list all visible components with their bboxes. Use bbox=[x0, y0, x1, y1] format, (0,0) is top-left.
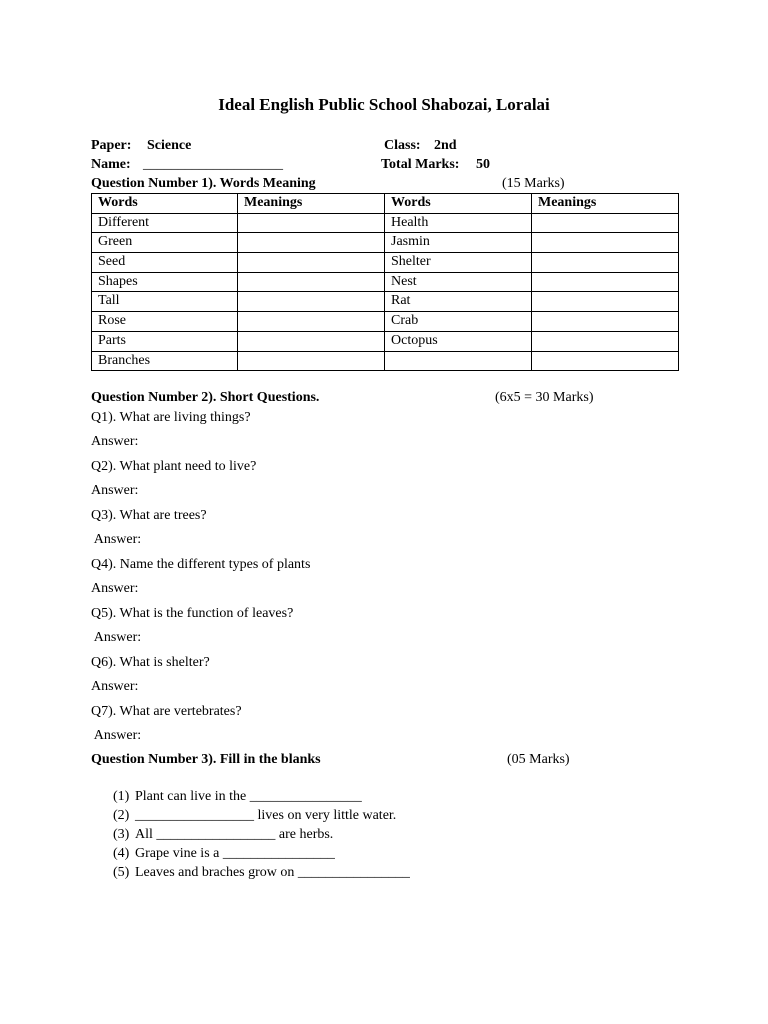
meaning-cell[interactable] bbox=[532, 292, 679, 312]
meaning-cell[interactable] bbox=[532, 233, 679, 253]
fill-blank-item bbox=[113, 846, 335, 862]
item-text: Plant can live in the ________________ bbox=[135, 789, 362, 804]
answer-label: Answer: bbox=[91, 434, 139, 449]
item-text: _________________ lives on very little water. bbox=[135, 808, 397, 823]
table-row bbox=[92, 213, 679, 233]
fill-blank-item bbox=[113, 827, 333, 843]
answer-label: Answer: bbox=[91, 630, 142, 645]
short-question: Q7). What are vertebrates? bbox=[91, 704, 242, 719]
total-marks-label: Total Marks: bbox=[381, 157, 460, 172]
word-cell: Crab bbox=[385, 312, 532, 332]
fill-blank-item bbox=[113, 789, 362, 805]
short-question: Q3). What are trees? bbox=[91, 508, 207, 523]
q3-heading: Question Number 3). Fill in the blanks bbox=[91, 752, 321, 767]
header-meanings-1: Meanings bbox=[238, 194, 385, 214]
q2-heading: Question Number 2). Short Questions. bbox=[91, 390, 320, 405]
word-cell: Rat bbox=[385, 292, 532, 312]
item-number: (2) bbox=[113, 808, 130, 823]
meaning-cell[interactable] bbox=[238, 213, 385, 233]
table-row bbox=[92, 253, 679, 273]
word-cell: Different bbox=[92, 213, 238, 233]
item-number: (1) bbox=[113, 789, 130, 804]
answer-label: Answer: bbox=[91, 483, 139, 498]
word-cell: Branches bbox=[92, 351, 238, 371]
answer-label: Answer: bbox=[91, 581, 139, 596]
word-cell: Rose bbox=[92, 312, 238, 332]
short-question: Q2). What plant need to live? bbox=[91, 459, 257, 474]
item-number: (4) bbox=[113, 846, 130, 861]
q3-marks: (05 Marks) bbox=[507, 752, 570, 767]
class-label: Class: bbox=[384, 138, 421, 153]
item-text: Grape vine is a ________________ bbox=[135, 846, 335, 861]
item-number: (3) bbox=[113, 827, 130, 842]
short-question: Q1). What are living things? bbox=[91, 410, 251, 425]
word-cell: Jasmin bbox=[385, 233, 532, 253]
meaning-cell[interactable] bbox=[532, 213, 679, 233]
word-cell: Shapes bbox=[92, 272, 238, 292]
header-words-1: Words bbox=[92, 194, 238, 214]
name-label: Name: bbox=[91, 157, 131, 172]
word-cell: Seed bbox=[92, 253, 238, 273]
q1-marks: (15 Marks) bbox=[502, 176, 565, 191]
page-title: Ideal English Public School Shabozai, Loralai bbox=[218, 95, 550, 114]
word-cell: Parts bbox=[92, 331, 238, 351]
meaning-cell[interactable] bbox=[238, 253, 385, 273]
table-header-row bbox=[92, 194, 679, 214]
answer-label: Answer: bbox=[91, 679, 139, 694]
item-number: (5) bbox=[113, 865, 130, 880]
table-row bbox=[92, 292, 679, 312]
paper-label: Paper: bbox=[91, 138, 132, 153]
table-row bbox=[92, 331, 679, 351]
word-cell bbox=[385, 351, 532, 371]
fill-blank-item bbox=[113, 865, 410, 881]
short-question: Q6). What is shelter? bbox=[91, 655, 210, 670]
meaning-cell[interactable] bbox=[532, 331, 679, 351]
table-row bbox=[92, 312, 679, 332]
meaning-cell[interactable] bbox=[532, 253, 679, 273]
table-row bbox=[92, 233, 679, 253]
class-value: 2nd bbox=[434, 138, 457, 153]
meaning-cell[interactable] bbox=[238, 331, 385, 351]
short-question: Q5). What is the function of leaves? bbox=[91, 606, 294, 621]
short-question: Q4). Name the different types of plants bbox=[91, 557, 311, 572]
answer-label: Answer: bbox=[91, 532, 142, 547]
q2-marks: (6x5 = 30 Marks) bbox=[495, 390, 594, 405]
word-cell: Octopus bbox=[385, 331, 532, 351]
paper-value: Science bbox=[147, 138, 192, 153]
header-meanings-2: Meanings bbox=[532, 194, 679, 214]
word-cell: Shelter bbox=[385, 253, 532, 273]
word-cell: Tall bbox=[92, 292, 238, 312]
meaning-cell[interactable] bbox=[532, 351, 679, 371]
item-text: Leaves and braches grow on ________________ bbox=[135, 865, 410, 880]
meaning-cell[interactable] bbox=[532, 312, 679, 332]
meaning-cell[interactable] bbox=[238, 272, 385, 292]
item-text: All _________________ are herbs. bbox=[135, 827, 334, 842]
word-cell: Nest bbox=[385, 272, 532, 292]
table-row bbox=[92, 351, 679, 371]
answer-label: Answer: bbox=[91, 728, 142, 743]
word-cell: Green bbox=[92, 233, 238, 253]
meaning-cell[interactable] bbox=[238, 312, 385, 332]
name-blank: ____________________ bbox=[143, 157, 283, 172]
meaning-cell[interactable] bbox=[238, 292, 385, 312]
meaning-cell[interactable] bbox=[532, 272, 679, 292]
word-cell: Health bbox=[385, 213, 532, 233]
table-row bbox=[92, 272, 679, 292]
fill-blank-item bbox=[113, 808, 396, 824]
words-meaning-table bbox=[91, 193, 679, 371]
q1-heading: Question Number 1). Words Meaning bbox=[91, 176, 316, 191]
total-marks-value: 50 bbox=[476, 157, 490, 172]
header-words-2: Words bbox=[385, 194, 532, 214]
meaning-cell[interactable] bbox=[238, 233, 385, 253]
meaning-cell[interactable] bbox=[238, 351, 385, 371]
